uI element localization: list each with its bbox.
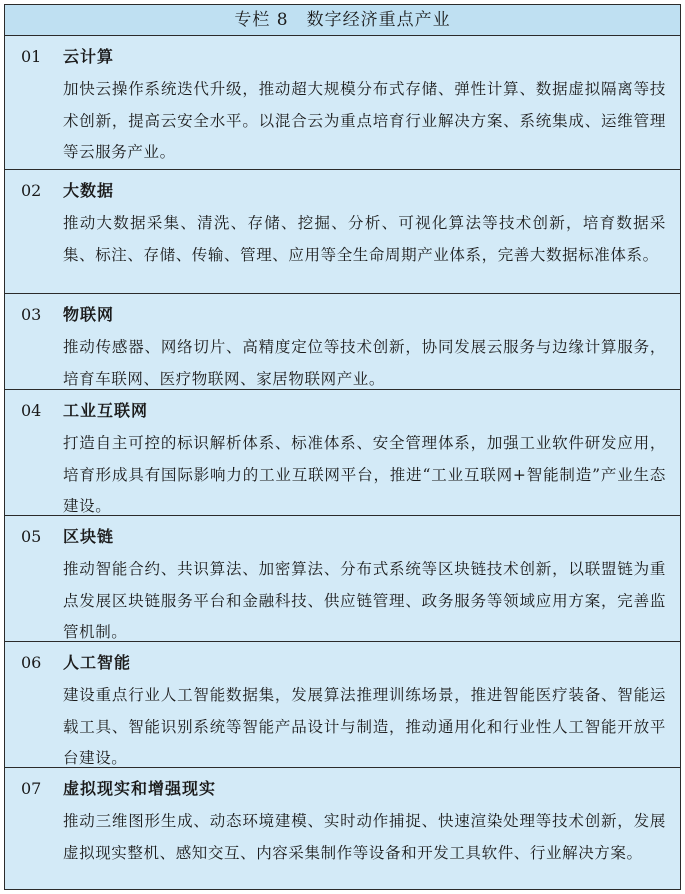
section-text: 推动智能合约、共识算法、加密算法、分布式系统等区块链技术创新，以联盟链为重点发展区块链服务平台和金融科技、供应链管理、政务服务等领域应用方案，完善监管机制。 (63, 560, 666, 641)
section-number: 03 (21, 305, 42, 324)
section-name: 大数据 (63, 181, 115, 200)
digital-economy-panel (4, 4, 681, 890)
section-number: 05 (21, 527, 42, 546)
section-blockchain (5, 516, 680, 642)
section-header (21, 398, 666, 428)
section-artificial-intelligence (5, 642, 680, 768)
section-text: 推动三维图形生成、动态环境建模、实时动作捕捉、快速渲染处理等技术创新，发展虚拟现实整机、感知交互、内容采集制作等设备和开发工具软件、行业解决方案。 (63, 812, 666, 862)
section-iot (5, 294, 680, 390)
section-name: 工业互联网 (63, 401, 149, 420)
section-header (21, 776, 666, 806)
section-name: 云计算 (63, 47, 115, 66)
section-number: 04 (21, 401, 42, 420)
section-name: 区块链 (63, 527, 115, 546)
section-industrial-internet (5, 390, 680, 516)
section-header (21, 524, 666, 554)
section-text: 打造自主可控的标识解析体系、标准体系、安全管理体系，加强工业软件研发应用，培育形成具有国际影响力的工业互联网平台，推进“工业互联网+智能制造”产业生态建设。 (63, 434, 666, 515)
section-cloud-computing (5, 36, 680, 170)
section-name: 物联网 (63, 305, 115, 324)
section-text: 推动传感器、网络切片、高精度定位等技术创新，协同发展云服务与边缘计算服务，培育车联网、医疗物联网、家居物联网产业。 (63, 338, 666, 388)
section-header (21, 44, 666, 74)
section-big-data (5, 170, 680, 294)
section-number: 06 (21, 653, 42, 672)
section-header (21, 650, 666, 680)
section-vr-ar (5, 768, 680, 888)
section-header (21, 178, 666, 208)
section-number: 01 (21, 47, 42, 66)
section-number: 07 (21, 779, 42, 798)
section-header (21, 302, 666, 332)
section-text: 加快云操作系统迭代升级，推动超大规模分布式存储、弹性计算、数据虚拟隔离等技术创新，提高云安全水平。以混合云为重点培育行业解决方案、系统集成、运维管理等云服务产业。 (63, 80, 666, 161)
section-text: 推动大数据采集、清洗、存储、挖掘、分析、可视化算法等技术创新，培育数据采集、标注、存储、传输、管理、应用等全生命周期产业体系，完善大数据标准体系。 (63, 214, 666, 264)
section-name: 虚拟现实和增强现实 (63, 779, 217, 798)
section-number: 02 (21, 181, 42, 200)
section-name: 人工智能 (63, 653, 132, 672)
panel-title: 专栏 8 数字经济重点产业 (5, 5, 680, 36)
section-text: 建设重点行业人工智能数据集，发展算法推理训练场景，推进智能医疗装备、智能运载工具、智能识别系统等智能产品设计与制造，推动通用化和行业性人工智能开放平台建设。 (63, 686, 666, 767)
